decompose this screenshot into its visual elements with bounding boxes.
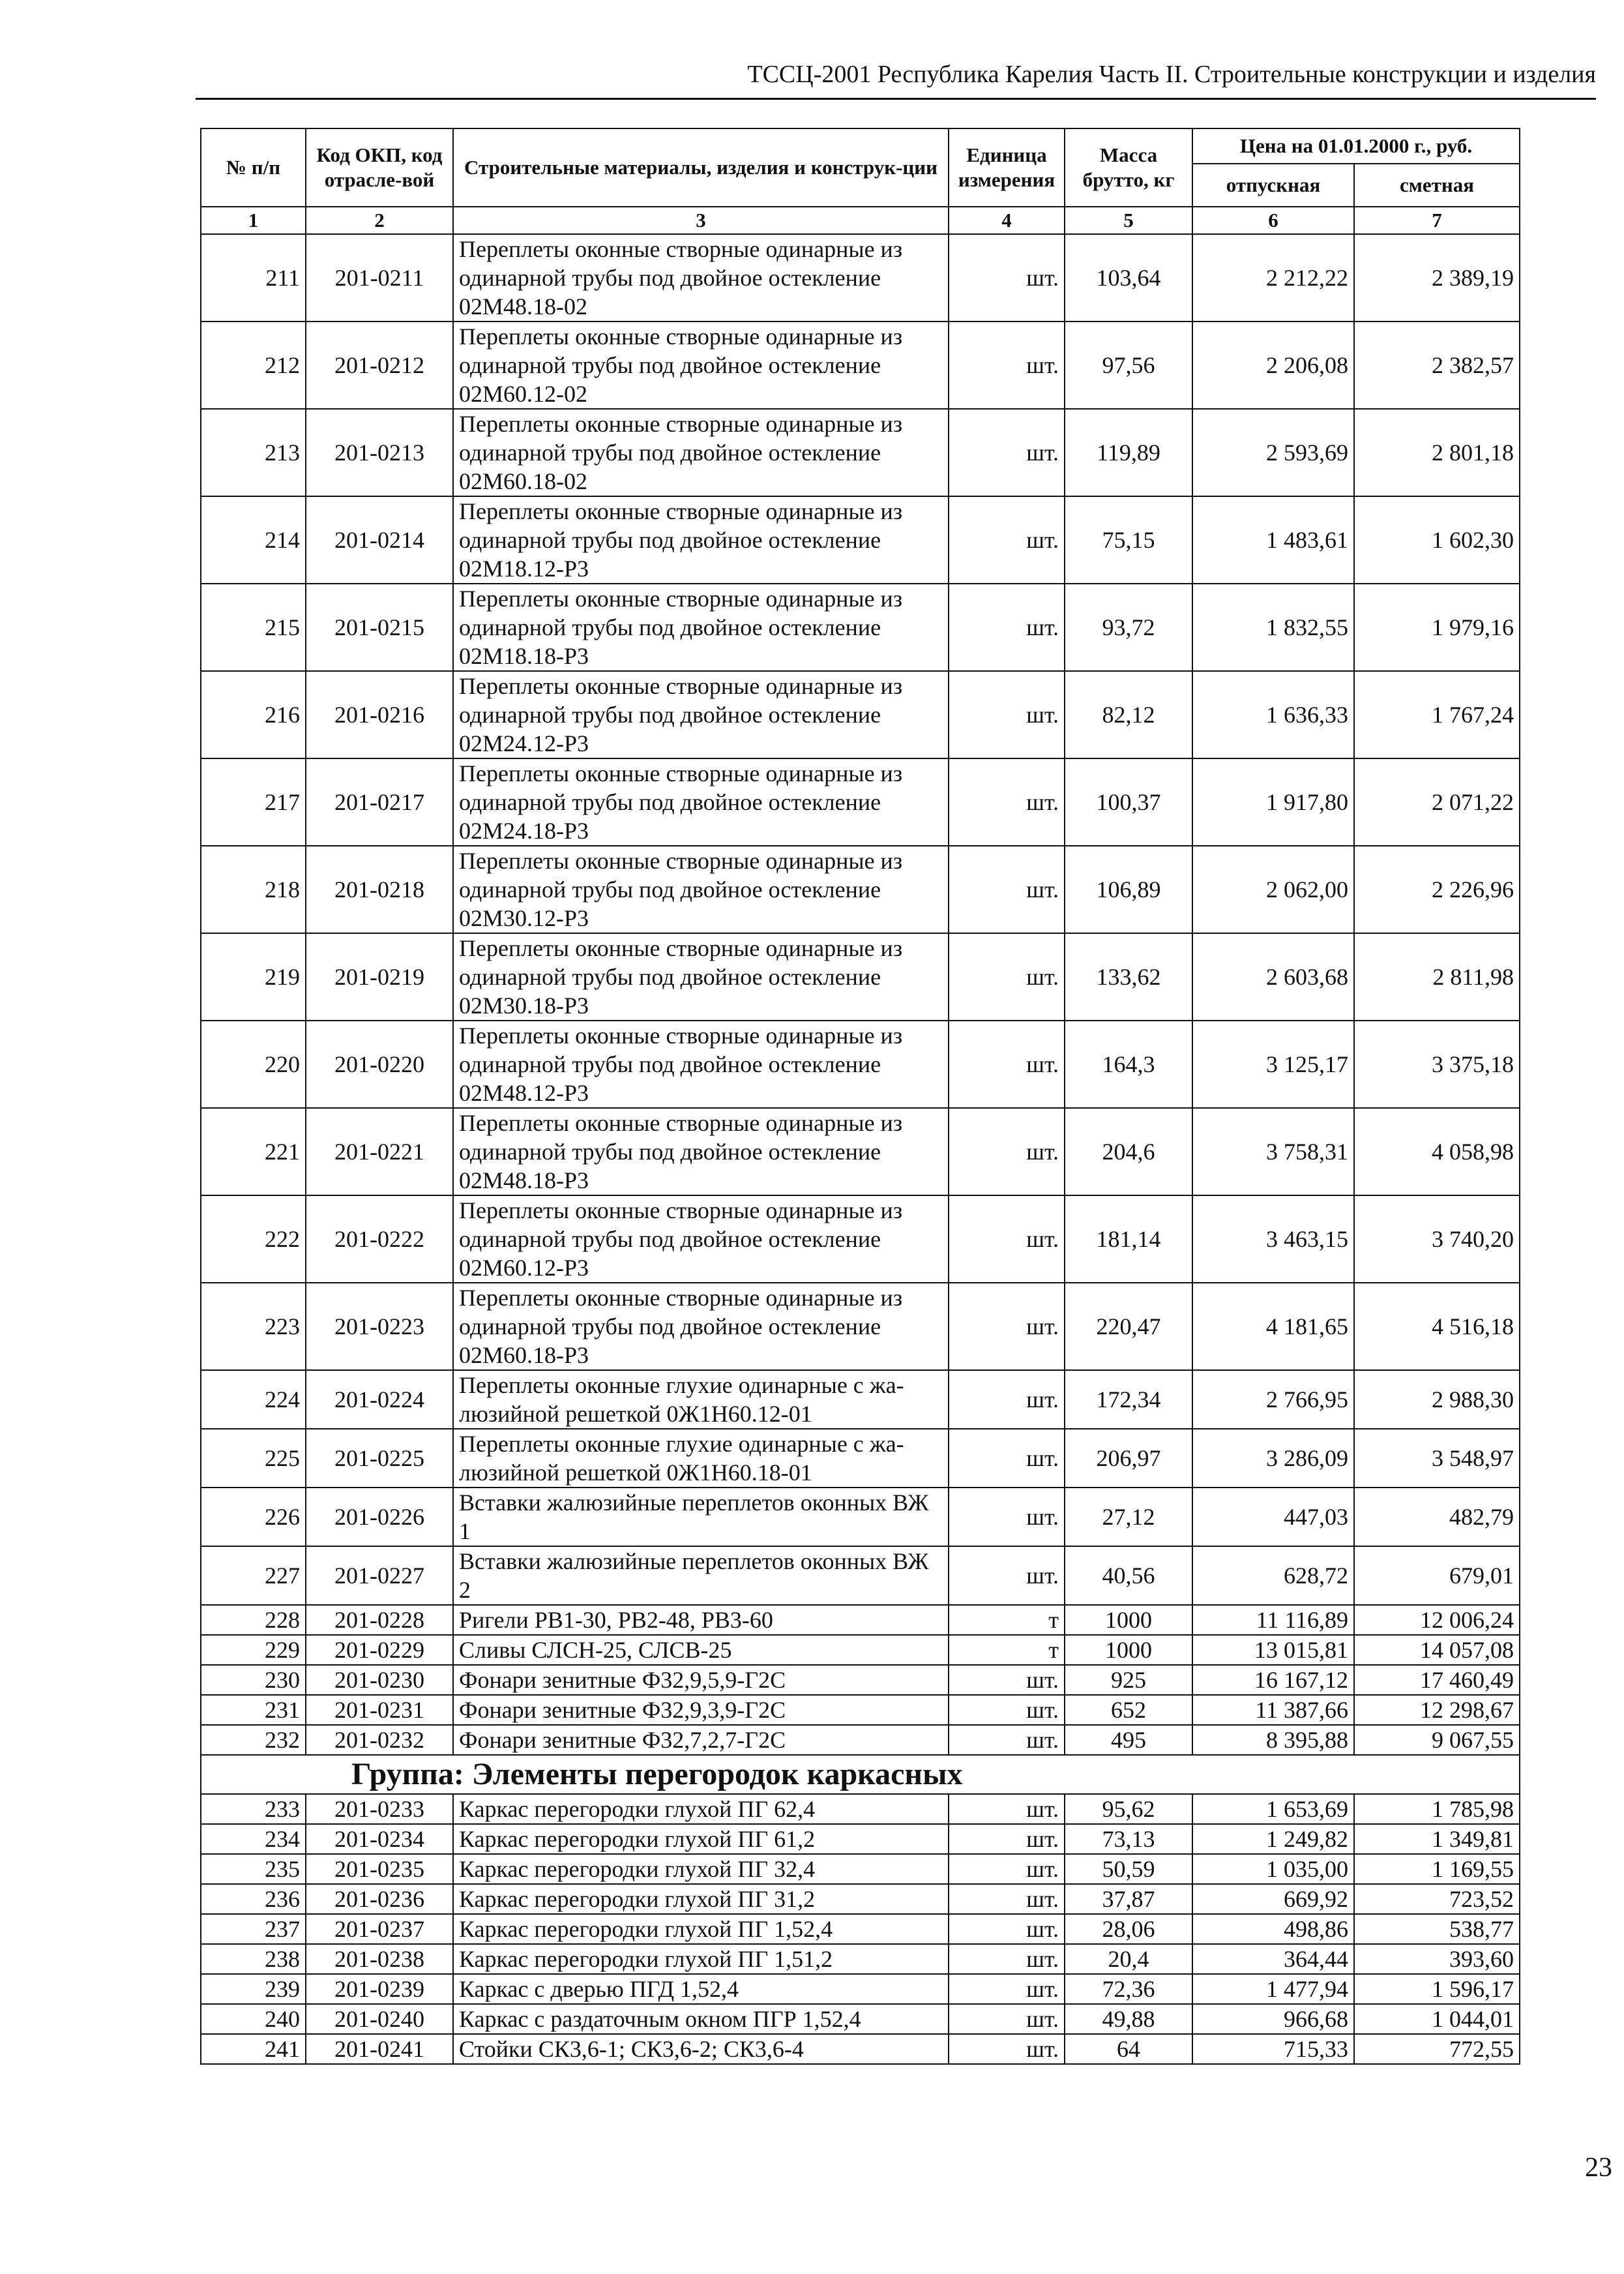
item-name: Каркас перегородки глухой ПГ 32,4	[453, 1854, 949, 1884]
okp-code: 201-0220	[306, 1021, 453, 1108]
estimate-price: 3 548,97	[1354, 1429, 1520, 1488]
mass: 925	[1065, 1665, 1192, 1695]
row-number: 236	[201, 1884, 306, 1914]
mass: 75,15	[1065, 496, 1192, 584]
release-price: 3 463,15	[1192, 1195, 1354, 1283]
estimate-price: 4 516,18	[1354, 1283, 1520, 1370]
release-price: 447,03	[1192, 1488, 1354, 1546]
release-price: 2 206,08	[1192, 322, 1354, 409]
unit: шт.	[949, 584, 1065, 671]
release-price: 2 603,68	[1192, 933, 1354, 1021]
estimate-price: 17 460,49	[1354, 1665, 1520, 1695]
okp-code: 201-0217	[306, 758, 453, 846]
item-name: Каркас перегородки глухой ПГ 62,4	[453, 1794, 949, 1824]
table-row	[201, 234, 1520, 322]
mass: 72,36	[1065, 1974, 1192, 2004]
okp-code: 201-0222	[306, 1195, 453, 1283]
estimate-price: 14 057,08	[1354, 1635, 1520, 1665]
item-name: Стойки СК3,6-1; СК3,6-2; СК3,6-4	[453, 2034, 949, 2064]
mass: 652	[1065, 1695, 1192, 1725]
mass: 164,3	[1065, 1021, 1192, 1108]
item-name: Фонари зенитные Ф32,7,2,7-Г2С	[453, 1725, 949, 1755]
table-head	[201, 128, 1520, 234]
estimate-price: 2 811,98	[1354, 933, 1520, 1021]
table-row	[201, 1429, 1520, 1488]
table-row	[201, 1370, 1520, 1429]
release-price: 11 116,89	[1192, 1605, 1354, 1635]
running-header: ТССЦ-2001 Республика Карелия Часть II. Строительные конструкции и изделия	[747, 61, 1596, 88]
mass: 97,56	[1065, 322, 1192, 409]
release-price: 364,44	[1192, 1944, 1354, 1974]
release-price: 2 766,95	[1192, 1370, 1354, 1429]
row-number: 224	[201, 1370, 306, 1429]
okp-code: 201-0229	[306, 1635, 453, 1665]
mass: 495	[1065, 1725, 1192, 1755]
okp-code: 201-0235	[306, 1854, 453, 1884]
estimate-price: 9 067,55	[1354, 1725, 1520, 1755]
mass: 95,62	[1065, 1794, 1192, 1824]
release-price: 1 636,33	[1192, 671, 1354, 758]
mass: 93,72	[1065, 584, 1192, 671]
mass: 64	[1065, 2034, 1192, 2064]
table-row	[201, 409, 1520, 496]
estimate-price: 2 988,30	[1354, 1370, 1520, 1429]
estimate-price: 12 006,24	[1354, 1605, 1520, 1635]
unit: шт.	[949, 1884, 1065, 1914]
item-name: Переплеты оконные створные одинарные из одинарной трубы под двойное остекление 02М30.18-Р3	[453, 933, 949, 1021]
col-header-price-group: Цена на 01.01.2000 г., руб.	[1192, 128, 1520, 164]
estimate-price: 393,60	[1354, 1944, 1520, 1974]
release-price: 628,72	[1192, 1546, 1354, 1605]
release-price: 3 758,31	[1192, 1108, 1354, 1195]
okp-code: 201-0225	[306, 1429, 453, 1488]
table-row	[201, 1854, 1520, 1884]
row-number: 225	[201, 1429, 306, 1488]
item-name: Каркас перегородки глухой ПГ 31,2	[453, 1884, 949, 1914]
table-row	[201, 1488, 1520, 1546]
unit: т	[949, 1635, 1065, 1665]
unit: шт.	[949, 2004, 1065, 2034]
item-name: Каркас с дверью ПГД 1,52,4	[453, 1974, 949, 2004]
mass: 27,12	[1065, 1488, 1192, 1546]
mass: 50,59	[1065, 1854, 1192, 1884]
unit: шт.	[949, 1108, 1065, 1195]
table-row	[201, 1974, 1520, 2004]
unit: шт.	[949, 671, 1065, 758]
unit: шт.	[949, 1854, 1065, 1884]
estimate-price: 723,52	[1354, 1884, 1520, 1914]
row-number: 239	[201, 1974, 306, 2004]
okp-code: 201-0230	[306, 1665, 453, 1695]
unit: шт.	[949, 1944, 1065, 1974]
release-price: 1 653,69	[1192, 1794, 1354, 1824]
release-price: 1 832,55	[1192, 584, 1354, 671]
item-name: Переплеты оконные створные одинарные из одинарной трубы под двойное остекление 02М18.18-Р3	[453, 584, 949, 671]
mass: 28,06	[1065, 1914, 1192, 1944]
okp-code: 201-0236	[306, 1884, 453, 1914]
mass: 40,56	[1065, 1546, 1192, 1605]
item-name: Переплеты оконные створные одинарные из одинарной трубы под двойное остекление 02М60.12-Р3	[453, 1195, 949, 1283]
col-header-okp: Код ОКП, код отрасле-вой	[306, 128, 453, 207]
item-name: Переплеты оконные створные одинарные из одинарной трубы под двойное остекление 02М48.12-Р3	[453, 1021, 949, 1108]
col-header-mass: Масса брутто, кг	[1065, 128, 1192, 207]
column-number: 7	[1354, 207, 1520, 234]
table-row	[201, 1665, 1520, 1695]
okp-code: 201-0216	[306, 671, 453, 758]
mass: 220,47	[1065, 1283, 1192, 1370]
item-name: Фонари зенитные Ф32,9,3,9-Г2С	[453, 1695, 949, 1725]
table-row	[201, 1725, 1520, 1755]
item-name: Переплеты оконные створные одинарные из одинарной трубы под двойное остекление 02М48.18-Р3	[453, 1108, 949, 1195]
item-name: Переплеты оконные створные одинарные из одинарной трубы под двойное остекление 02М30.12-Р3	[453, 846, 949, 933]
okp-code: 201-0234	[306, 1824, 453, 1854]
table-row	[201, 671, 1520, 758]
release-price: 1 035,00	[1192, 1854, 1354, 1884]
item-name: Вставки жалюзийные переплетов оконных ВЖ 2	[453, 1546, 949, 1605]
unit: шт.	[949, 758, 1065, 846]
row-number: 230	[201, 1665, 306, 1695]
unit: шт.	[949, 2034, 1065, 2064]
okp-code: 201-0241	[306, 2034, 453, 2064]
release-price: 1 483,61	[1192, 496, 1354, 584]
table-row	[201, 2034, 1520, 2064]
table-row	[201, 933, 1520, 1021]
unit: шт.	[949, 1914, 1065, 1944]
table-row	[201, 322, 1520, 409]
row-number: 240	[201, 2004, 306, 2034]
unit: шт.	[949, 1546, 1065, 1605]
okp-code: 201-0218	[306, 846, 453, 933]
row-number: 241	[201, 2034, 306, 2064]
release-price: 3 125,17	[1192, 1021, 1354, 1108]
item-name: Переплеты оконные створные одинарные из одинарной трубы под двойное остекление 02М60.18-02	[453, 409, 949, 496]
table-row	[201, 846, 1520, 933]
row-number: 211	[201, 234, 306, 322]
okp-code: 201-0219	[306, 933, 453, 1021]
unit: шт.	[949, 322, 1065, 409]
okp-code: 201-0215	[306, 584, 453, 671]
row-number: 226	[201, 1488, 306, 1546]
release-price: 498,86	[1192, 1914, 1354, 1944]
unit: шт.	[949, 409, 1065, 496]
okp-code: 201-0211	[306, 234, 453, 322]
okp-code: 201-0213	[306, 409, 453, 496]
release-price: 16 167,12	[1192, 1665, 1354, 1695]
item-name: Каркас перегородки глухой ПГ 61,2	[453, 1824, 949, 1854]
release-price: 8 395,88	[1192, 1725, 1354, 1755]
unit: шт.	[949, 1488, 1065, 1546]
row-number: 234	[201, 1824, 306, 1854]
item-name: Переплеты оконные глухие одинарные с жа-люзийной решеткой 0Ж1Н60.18-01	[453, 1429, 949, 1488]
estimate-price: 679,01	[1354, 1546, 1520, 1605]
release-price: 2 062,00	[1192, 846, 1354, 933]
column-number: 4	[949, 207, 1065, 234]
unit: шт.	[949, 1370, 1065, 1429]
okp-code: 201-0227	[306, 1546, 453, 1605]
unit: шт.	[949, 1974, 1065, 2004]
table-row	[201, 1944, 1520, 1974]
mass: 100,37	[1065, 758, 1192, 846]
mass: 73,13	[1065, 1824, 1192, 1854]
release-price: 11 387,66	[1192, 1695, 1354, 1725]
estimate-price: 772,55	[1354, 2034, 1520, 2064]
estimate-price: 2 389,19	[1354, 234, 1520, 322]
unit: шт.	[949, 1695, 1065, 1725]
release-price: 1 249,82	[1192, 1824, 1354, 1854]
release-price: 966,68	[1192, 2004, 1354, 2034]
mass: 1000	[1065, 1635, 1192, 1665]
table-row	[201, 1605, 1520, 1635]
mass: 37,87	[1065, 1884, 1192, 1914]
unit: т	[949, 1605, 1065, 1635]
table-row	[201, 1914, 1520, 1944]
table-row	[201, 1695, 1520, 1725]
item-name: Переплеты оконные створные одинарные из одинарной трубы под двойное остекление 02М24.12-Р3	[453, 671, 949, 758]
release-price: 2 593,69	[1192, 409, 1354, 496]
column-number: 2	[306, 207, 453, 234]
okp-code: 201-0237	[306, 1914, 453, 1944]
table-row	[201, 496, 1520, 584]
table-row	[201, 2004, 1520, 2034]
table-row	[201, 1546, 1520, 1605]
okp-code: 201-0221	[306, 1108, 453, 1195]
mass: 119,89	[1065, 409, 1192, 496]
table-row	[201, 1635, 1520, 1665]
row-number: 215	[201, 584, 306, 671]
estimate-price: 1 169,55	[1354, 1854, 1520, 1884]
unit: шт.	[949, 1021, 1065, 1108]
okp-code: 201-0214	[306, 496, 453, 584]
estimate-price: 2 071,22	[1354, 758, 1520, 846]
estimate-price: 3 740,20	[1354, 1195, 1520, 1283]
item-name: Ригели РВ1-30, РВ2-48, РВ3-60	[453, 1605, 949, 1635]
estimate-price: 2 382,57	[1354, 322, 1520, 409]
col-header-name: Строительные материалы, изделия и конструк-ции	[453, 128, 949, 207]
table-row	[201, 1108, 1520, 1195]
row-number: 238	[201, 1944, 306, 1974]
estimate-price: 3 375,18	[1354, 1021, 1520, 1108]
unit: шт.	[949, 1824, 1065, 1854]
estimate-price: 1 979,16	[1354, 584, 1520, 671]
mass: 206,97	[1065, 1429, 1192, 1488]
estimate-price: 1 602,30	[1354, 496, 1520, 584]
unit: шт.	[949, 1429, 1065, 1488]
table-row	[201, 1021, 1520, 1108]
item-name: Переплеты оконные створные одинарные из одинарной трубы под двойное остекление 02М60.18-Р3	[453, 1283, 949, 1370]
table-row	[201, 1195, 1520, 1283]
mass: 1000	[1065, 1605, 1192, 1635]
estimate-price: 482,79	[1354, 1488, 1520, 1546]
row-number: 232	[201, 1725, 306, 1755]
okp-code: 201-0231	[306, 1695, 453, 1725]
item-name: Каркас перегородки глухой ПГ 1,52,4	[453, 1914, 949, 1944]
estimate-price: 1 596,17	[1354, 1974, 1520, 2004]
mass: 204,6	[1065, 1108, 1192, 1195]
row-number: 219	[201, 933, 306, 1021]
mass: 49,88	[1065, 2004, 1192, 2034]
row-number: 214	[201, 496, 306, 584]
item-name: Каркас с раздаточным окном ПГР 1,52,4	[453, 2004, 949, 2034]
unit: шт.	[949, 1794, 1065, 1824]
unit: шт.	[949, 1665, 1065, 1695]
col-header-unit: Единица измерения	[949, 128, 1065, 207]
page-number: 23	[1585, 2153, 1612, 2183]
row-number: 229	[201, 1635, 306, 1665]
row-number: 216	[201, 671, 306, 758]
release-price: 715,33	[1192, 2034, 1354, 2064]
col-header-price-estimate: сметная	[1354, 164, 1520, 207]
item-name: Переплеты оконные глухие одинарные с жа-люзийной решеткой 0Ж1Н60.12-01	[453, 1370, 949, 1429]
item-name: Вставки жалюзийные переплетов оконных ВЖ 1	[453, 1488, 949, 1546]
release-price: 1 477,94	[1192, 1974, 1354, 2004]
row-number: 218	[201, 846, 306, 933]
estimate-price: 2 801,18	[1354, 409, 1520, 496]
okp-code: 201-0226	[306, 1488, 453, 1546]
row-number: 213	[201, 409, 306, 496]
mass: 106,89	[1065, 846, 1192, 933]
item-name: Переплеты оконные створные одинарные из одинарной трубы под двойное остекление 02М18.12-Р3	[453, 496, 949, 584]
row-number: 235	[201, 1854, 306, 1884]
item-name: Переплеты оконные створные одинарные из одинарной трубы под двойное остекление 02М60.12-02	[453, 322, 949, 409]
item-name: Переплеты оконные створные одинарные из одинарной трубы под двойное остекление 02М24.18-Р3	[453, 758, 949, 846]
table-row	[201, 1884, 1520, 1914]
okp-code: 201-0228	[306, 1605, 453, 1635]
col-header-price-release: отпускная	[1192, 164, 1354, 207]
row-number: 231	[201, 1695, 306, 1725]
group-row	[201, 1755, 1520, 1794]
row-number: 222	[201, 1195, 306, 1283]
table-body	[201, 234, 1520, 2064]
release-price: 669,92	[1192, 1884, 1354, 1914]
mass: 103,64	[1065, 234, 1192, 322]
unit: шт.	[949, 1283, 1065, 1370]
release-price: 3 286,09	[1192, 1429, 1354, 1488]
table-row	[201, 1824, 1520, 1854]
estimate-price: 538,77	[1354, 1914, 1520, 1944]
column-number: 5	[1065, 207, 1192, 234]
release-price: 1 917,80	[1192, 758, 1354, 846]
okp-code: 201-0233	[306, 1794, 453, 1824]
estimate-price: 1 785,98	[1354, 1794, 1520, 1824]
item-name: Каркас перегородки глухой ПГ 1,51,2	[453, 1944, 949, 1974]
table-row	[201, 1283, 1520, 1370]
unit: шт.	[949, 1195, 1065, 1283]
okp-code: 201-0212	[306, 322, 453, 409]
row-number: 212	[201, 322, 306, 409]
estimate-price: 2 226,96	[1354, 846, 1520, 933]
table-row	[201, 1794, 1520, 1824]
column-number: 3	[453, 207, 949, 234]
estimate-price: 1 767,24	[1354, 671, 1520, 758]
item-name: Переплеты оконные створные одинарные из одинарной трубы под двойное остекление 02М48.18-02	[453, 234, 949, 322]
release-price: 13 015,81	[1192, 1635, 1354, 1665]
row-number: 223	[201, 1283, 306, 1370]
okp-code: 201-0238	[306, 1944, 453, 1974]
row-number: 227	[201, 1546, 306, 1605]
okp-code: 201-0224	[306, 1370, 453, 1429]
okp-code: 201-0239	[306, 1974, 453, 2004]
column-number: 1	[201, 207, 306, 234]
price-table	[200, 128, 1520, 2065]
item-name: Сливы СЛСН-25, СЛСВ-25	[453, 1635, 949, 1665]
estimate-price: 4 058,98	[1354, 1108, 1520, 1195]
unit: шт.	[949, 496, 1065, 584]
estimate-price: 1 349,81	[1354, 1824, 1520, 1854]
table-row	[201, 584, 1520, 671]
unit: шт.	[949, 846, 1065, 933]
mass: 181,14	[1065, 1195, 1192, 1283]
okp-code: 201-0232	[306, 1725, 453, 1755]
unit: шт.	[949, 234, 1065, 322]
row-number: 217	[201, 758, 306, 846]
release-price: 4 181,65	[1192, 1283, 1354, 1370]
row-number: 237	[201, 1914, 306, 1944]
group-title: Группа: Элементы перегородок каркасных	[201, 1755, 1520, 1794]
header-rule	[196, 98, 1596, 100]
table-row	[201, 758, 1520, 846]
unit: шт.	[949, 1725, 1065, 1755]
row-number: 228	[201, 1605, 306, 1635]
row-number: 220	[201, 1021, 306, 1108]
unit: шт.	[949, 933, 1065, 1021]
mass: 82,12	[1065, 671, 1192, 758]
row-number: 221	[201, 1108, 306, 1195]
mass: 133,62	[1065, 933, 1192, 1021]
column-number-row	[201, 207, 1520, 234]
estimate-price: 12 298,67	[1354, 1695, 1520, 1725]
release-price: 2 212,22	[1192, 234, 1354, 322]
estimate-price: 1 044,01	[1354, 2004, 1520, 2034]
row-number: 233	[201, 1794, 306, 1824]
column-number: 6	[1192, 207, 1354, 234]
okp-code: 201-0223	[306, 1283, 453, 1370]
col-header-num: № п/п	[201, 128, 306, 207]
okp-code: 201-0240	[306, 2004, 453, 2034]
item-name: Фонари зенитные Ф32,9,5,9-Г2С	[453, 1665, 949, 1695]
mass: 20,4	[1065, 1944, 1192, 1974]
mass: 172,34	[1065, 1370, 1192, 1429]
